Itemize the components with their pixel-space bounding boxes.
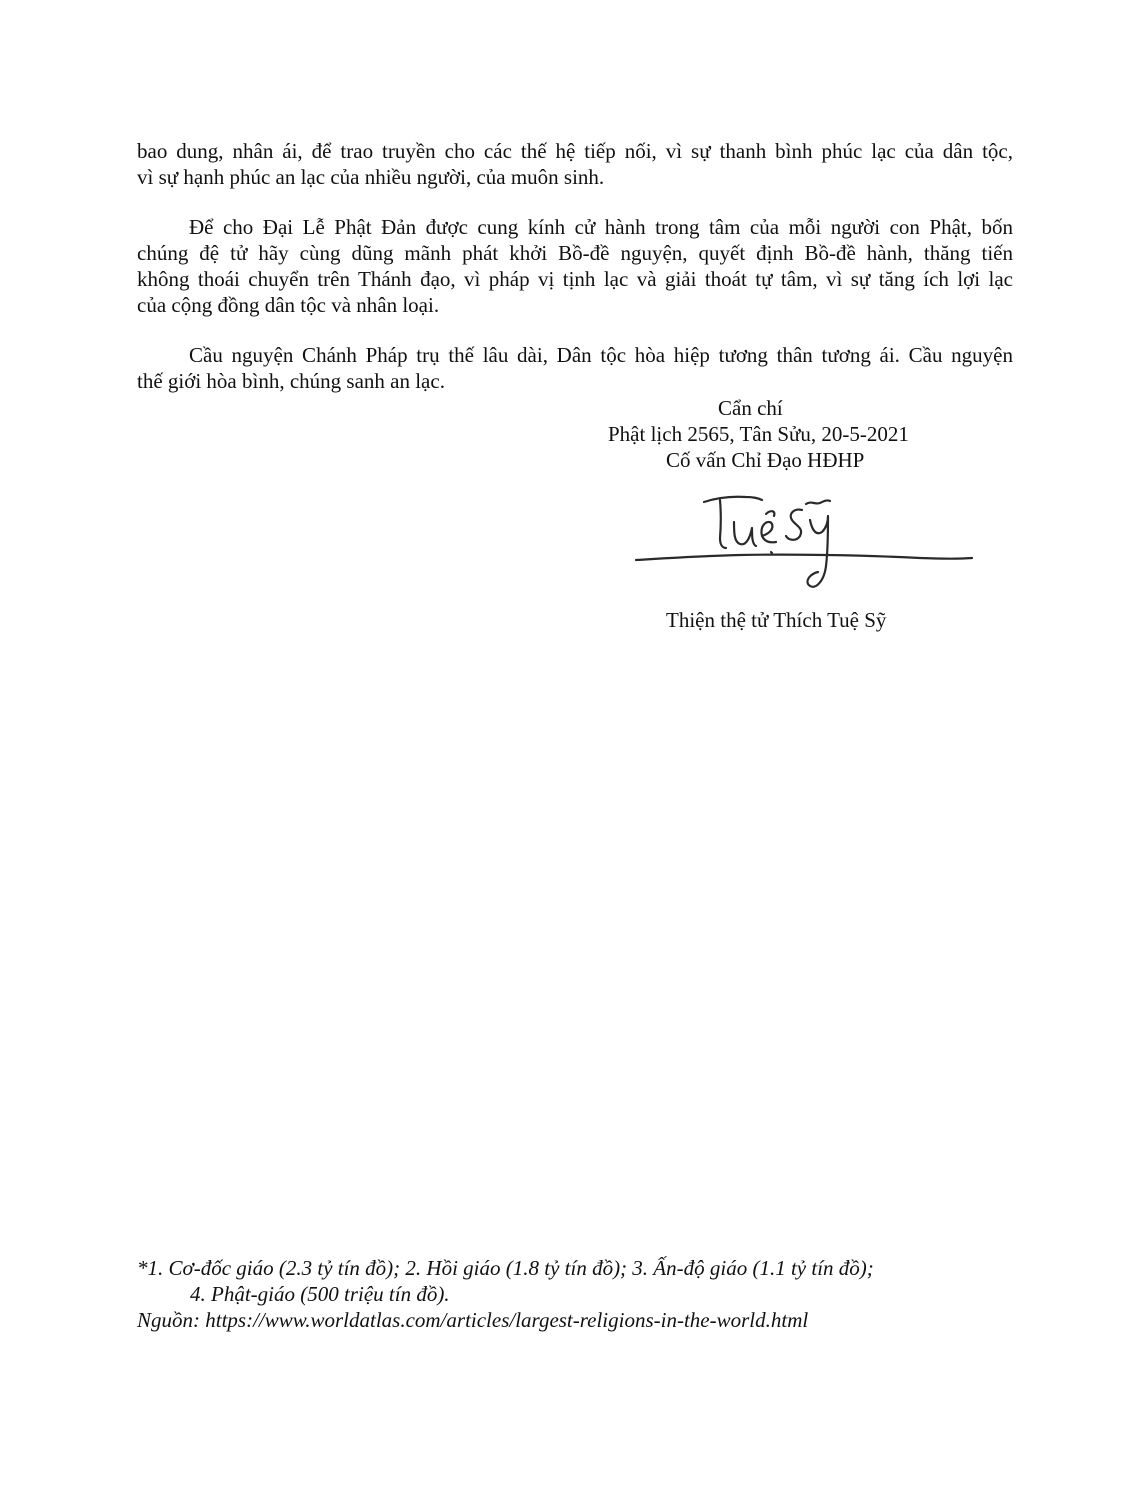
paragraph-line: vì sự hạnh phúc an lạc của nhiều người, của muôn sinh. <box>137 165 605 189</box>
footnote-source: Nguồn: https://www.worldatlas.com/articles/largest-religions-in-the-world.html <box>137 1308 809 1332</box>
paragraph-line: thế giới hòa bình, chúng sanh an lạc. <box>137 369 445 393</box>
signature-underline-stroke <box>636 555 972 560</box>
paragraph-line: không thoái chuyển trên Thánh đạo, vì pháp vị tịnh lạc và giải thoát tự tâm, vì sự tăng ích lợi lạc <box>137 267 1013 291</box>
signature-s-stroke <box>786 510 802 540</box>
signature-dot-stroke <box>771 552 772 553</box>
paragraph-prayer <box>137 342 1013 394</box>
signature-image <box>630 488 978 598</box>
signature-tilde-stroke <box>806 500 830 504</box>
signature-y-stroke <box>807 516 828 587</box>
paragraph-line: của cộng đồng dân tộc và nhân loại. <box>137 293 440 317</box>
paragraph-line: chúng đệ tử hãy cùng dũng mãnh phát khởi Bồ-đề nguyện, quyết định Bồ-đề hành, thăng tiến <box>137 241 1013 265</box>
signature-e-stroke <box>762 522 776 542</box>
paragraph-continuation <box>137 138 1013 190</box>
closing-date: Phật lịch 2565, Tân Sửu, 20-5-2021 <box>608 422 909 446</box>
paragraph-line: Cầu nguyện Chánh Pháp trụ thế lâu dài, Dân tộc hòa hiệp tương thân tương ái. Cầu nguyện <box>189 343 1013 367</box>
footnote-line: *1. Cơ-đốc giáo (2.3 tỷ tín đồ); 2. Hồi giáo (1.8 tỷ tín đồ); 3. Ấn-độ giáo (1.1 tỷ tín đồ); <box>137 1256 874 1280</box>
paragraph-line: Để cho Đại Lễ Phật Đản được cung kính cử hành trong tâm của mỗi người con Phật, bốn <box>189 215 1013 239</box>
signer-name: Thiện thệ tử Thích Tuệ Sỹ <box>666 608 887 632</box>
signature-t-stem-stroke <box>720 500 726 548</box>
paragraph-vesak-aspiration <box>137 214 1013 318</box>
closing-respect: Cẩn chí <box>718 396 783 420</box>
closing-title: Cố vấn Chỉ Đạo HĐHP <box>666 448 865 472</box>
paragraph-line: bao dung, nhân ái, để trao truyền cho các thế hệ tiếp nối, vì sự thanh bình phúc lạc của dân tộc, <box>137 139 1013 163</box>
signature-u-stroke <box>734 522 756 546</box>
signature-diacritic-stroke <box>766 511 774 516</box>
footnote-line: 4. Phật-giáo (500 triệu tín đồ). <box>190 1282 450 1306</box>
signature-t-stroke <box>704 497 762 502</box>
